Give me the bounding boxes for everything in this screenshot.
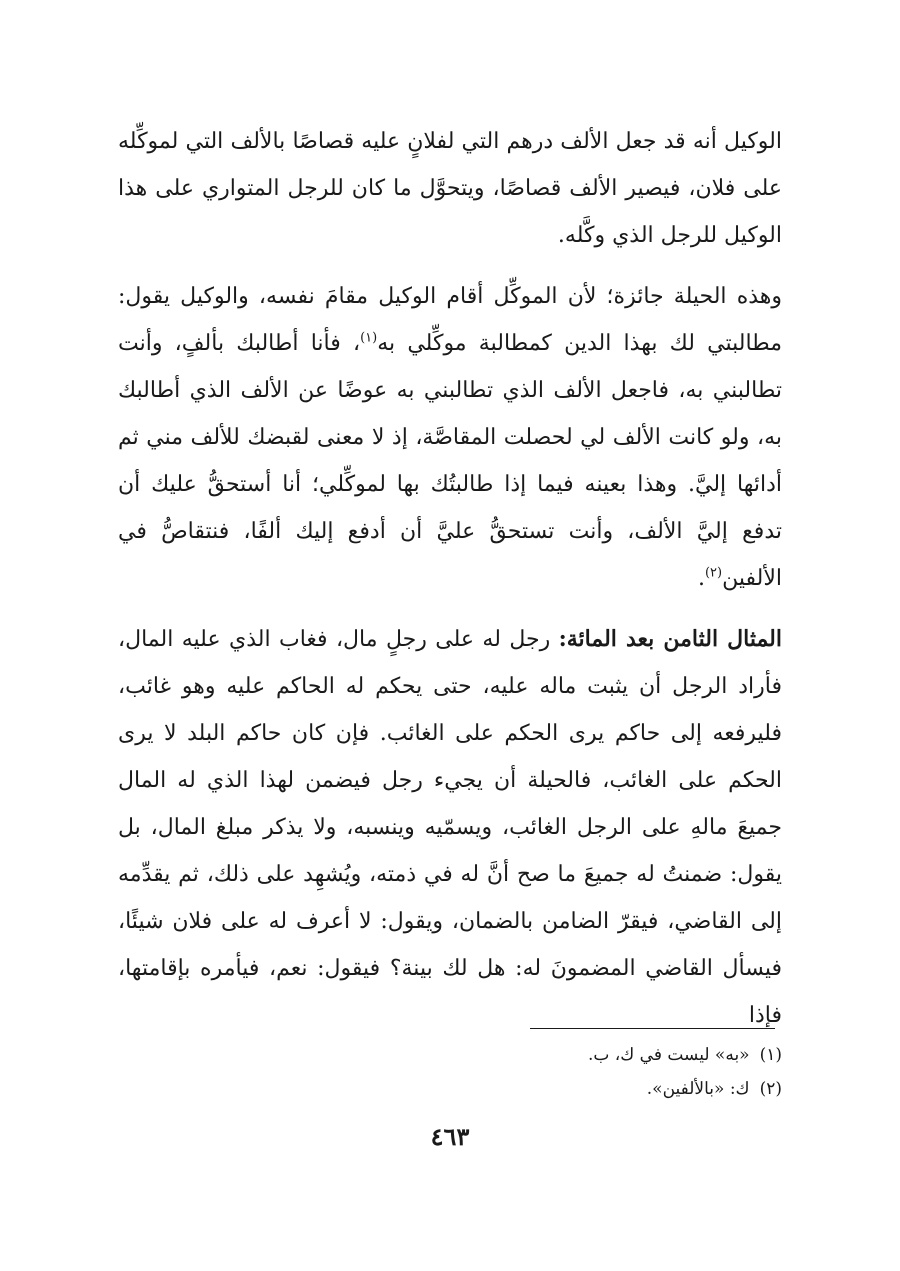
- paragraph-2-text-b: ، فأنا أطالبك بألفٍ، وأنت تطالبني به، فاجعل الألف الذي تطالبني به عوضًا عن الألف الذي أطالبك به، ولو كانت الألف لي لحصلت المقاصَّة، إذ لا معنى لقبضك للألف مني ثم أدائها إليَّ. وهذا بعينه فيما إذا طالبتُك بها لموكِّلي؛ أنا أستحقُّ عليك أن تدفع إليَّ الألف، وأنت تستحقُّ عليَّ أن أدفع إليك ألفًا، فنتقاصُّ في الألفين: [118, 331, 782, 591]
- section-heading-inline: المثال الثامن بعد المائة:: [558, 626, 782, 652]
- page-number: ٤٦٣: [430, 1122, 470, 1151]
- footnote-ref-2: (٢): [704, 565, 723, 581]
- main-text: [118, 118, 782, 1039]
- paragraph-1-text: الوكيل أنه قد جعل الألف درهم التي لفلانٍ عليه قصاصًا بالألف التي لموكِّله على فلان، فيصير الألف قصاصًا، ويتحوَّل ما كان للرجل المتواري على هذا الوكيل للرجل الذي وكَّله.: [118, 129, 782, 248]
- footnote-ref-1: (١): [360, 330, 378, 346]
- paragraph-2-text-a: وهذه الحيلة جائزة؛ لأن الموكِّل أقام الوكيل مقامَ نفسه، والوكيل يقول: مطالبتي لك بهذا الدين كمطالبة موكِّلي به: [118, 284, 782, 356]
- paragraph-1: [118, 118, 782, 259]
- footnote-2-number: (٢): [759, 1079, 782, 1099]
- footnote-2-text: ك: «بالألفين».: [646, 1079, 750, 1099]
- footnote-1-number: (١): [759, 1045, 782, 1065]
- footnotes: [118, 1038, 782, 1106]
- footnote-divider: [530, 1028, 775, 1029]
- footnote-1-text: «به» ليست في ك، ب.: [587, 1045, 750, 1065]
- paragraph-2: [118, 273, 782, 602]
- footnote-2: [118, 1072, 782, 1106]
- footnote-1: [118, 1038, 782, 1072]
- paragraph-2-text-c: .: [697, 566, 705, 591]
- paragraph-3-text: رجل له على رجلٍ مال، فغاب الذي عليه المال، فأراد الرجل أن يثبت ماله عليه، حتى يحكم له الحاكم عليه وهو غائب، فليرفعه إلى حاكم يرى الحكم على الغائب. فإن كان حاكم البلد لا يرى الحكم على الغائب، فالحيلة أن يجيء رجل فيضمن لهذا الذي له المال جميعَ مالهِ على الرجل الغائب، ويسمّيه وينسبه، ولا يذكر مبلغ المال، بل يقول: ضمنتُ له جميعَ ما صح أنَّ له في ذمته، ويُشهِد على ذلك، ثم يقدِّمه إلى القاضي، فيقرّ الضامن بالضمان، ويقول: لا أعرف له على فلان شيئًا، فيسأل القاضي المضمونَ له: هل لك بينة؟ فيقول: نعم، فيأمره بإقامتها، فإذا: [118, 627, 782, 1028]
- paragraph-3: [118, 616, 782, 1039]
